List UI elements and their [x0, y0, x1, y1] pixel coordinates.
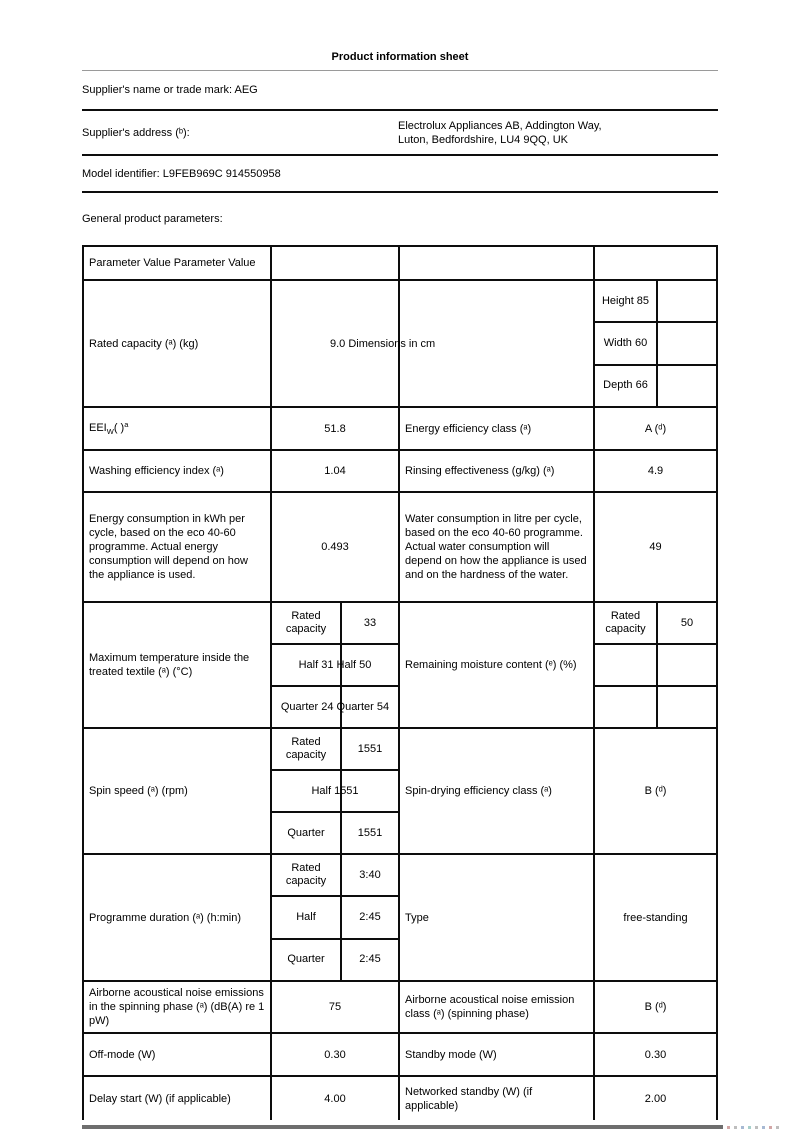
noise-emissions-label-cell: Airborne acoustical noise emissions in the spinning phase (ᵃ) (dB(A) re 1 pW) [84, 982, 272, 1032]
dimension-row-width [595, 323, 716, 365]
washing-index-value-cell: 1.04 [272, 451, 400, 491]
moisture-rated-value: 50 [680, 616, 694, 629]
moisture-half-row [595, 645, 716, 687]
type-label-cell: Type [400, 855, 595, 980]
address-line-2: Luton, Bedfordshire, LU4 9QQ, UK [398, 133, 568, 146]
dimensions-subtable [595, 281, 716, 406]
eei-label-cell [84, 408, 272, 449]
eei-label: $EEI_W$( )$^a$ [89, 420, 129, 436]
moisture-rated-label: Rated capacity [595, 603, 658, 643]
rated-value-dimensions-merged-text: 9.0 Dimensions in cm [330, 337, 436, 350]
row-spin-speed [84, 729, 716, 855]
row-off-mode [84, 1034, 716, 1077]
off-mode-value-cell: 0.30 [272, 1034, 400, 1075]
table-header-row [84, 247, 716, 281]
row-delay-start [84, 1077, 716, 1120]
duration-half-label: Half [272, 897, 342, 937]
artifact-dot [734, 1126, 737, 1129]
rinsing-value-cell: 4.9 [647, 465, 664, 477]
max-temp-quarter-merged-text: Quarter 24 Quarter 54 [280, 701, 390, 713]
rated-capacity-label-cell: Rated capacity (ᵃ) (kg) [84, 281, 272, 406]
artifact-dot [748, 1126, 751, 1129]
max-temperature-subtable [272, 603, 400, 727]
spin-rated-value: 1551 [357, 742, 383, 755]
max-temp-rated-value: 33 [363, 616, 377, 629]
duration-rated-row [272, 855, 398, 897]
address-line-1: Electrolux Appliances AB, Addington Way, [398, 119, 602, 132]
row-energy-water-consumption [84, 493, 716, 603]
remaining-moisture-subtable [595, 603, 716, 727]
max-temp-rated-label: Rated capacity [272, 603, 342, 643]
spin-rated-row [272, 729, 398, 771]
artifact-dot [776, 1126, 779, 1129]
max-temp-half-merged-text: Half 31 Half 50 [298, 659, 372, 671]
networked-standby-label-cell: Networked standby (W) (if applicable) [400, 1077, 595, 1120]
dimension-row-height [595, 281, 716, 323]
row-washing-efficiency [84, 451, 716, 493]
energy-consumption-label-cell: Energy consumption in kWh per cycle, based on the eco 40-60 programme. Actual energy consumption will depend on how the appliance is used. [84, 493, 272, 601]
row-max-temperature [84, 603, 716, 729]
artifact-dot [762, 1126, 765, 1129]
max-temp-half-right-cell [342, 645, 398, 685]
max-temp-quarter-row [272, 687, 398, 727]
document-content [82, 0, 718, 1120]
dimension-row-depth [595, 366, 716, 406]
moisture-half-left-cell [595, 645, 658, 685]
duration-half-value: 2:45 [359, 910, 381, 923]
row-eei [84, 408, 716, 451]
eei-value-cell: 51.8 [272, 408, 400, 449]
moisture-quarter-left-cell [595, 687, 658, 727]
model-identifier-row [82, 156, 718, 193]
artifact-dot [727, 1126, 730, 1129]
spin-half-left-cell [272, 771, 342, 811]
header-empty-cell [272, 247, 400, 279]
moisture-half-right-cell [658, 645, 716, 685]
supplier-address-row [82, 111, 718, 156]
row-airborne-noise [84, 982, 716, 1034]
programme-duration-subtable [272, 855, 400, 980]
spin-quarter-value: 1551 [357, 826, 383, 839]
washing-index-label-cell: Washing efficiency index (ᵃ) [84, 451, 272, 491]
energy-class-label-cell: Energy efficiency class (ᵃ) [400, 408, 595, 449]
section-heading-text: General product parameters: [82, 213, 223, 225]
dimension-height-cell: Height 85 [595, 281, 658, 321]
page-title: Product information sheet [331, 51, 469, 63]
noise-class-value-cell: B (ᵈ) [644, 1001, 667, 1013]
dimension-width-cell: Width 60 [595, 323, 658, 363]
spin-half-merged-text: Half 1551 [311, 785, 359, 797]
standby-value-cell: 0.30 [644, 1048, 667, 1061]
max-temp-quarter-left-cell [272, 687, 342, 727]
duration-quarter-row [272, 940, 398, 980]
max-temperature-label-cell: Maximum temperature inside the treated textile (ᵃ) (°C) [84, 603, 272, 727]
dimension-depth-value-cell [658, 366, 716, 406]
max-temp-half-left-cell [272, 645, 342, 685]
supplier-address-value [398, 119, 602, 147]
delay-start-value-cell: 4.00 [272, 1077, 400, 1120]
spin-drying-class-label-cell: Spin-drying efficiency class (ᵃ) [400, 729, 595, 853]
remaining-moisture-label-cell: Remaining moisture content (ᵉ) (%) [400, 603, 595, 727]
max-temp-quarter-right-cell [342, 687, 398, 727]
spin-half-right-cell [342, 771, 398, 811]
page-edge-render-artifacts [727, 1125, 799, 1129]
artifact-dot [741, 1126, 744, 1129]
duration-quarter-value: 2:45 [359, 953, 381, 966]
delay-start-label-cell: Delay start (W) (if applicable) [84, 1077, 272, 1120]
dimension-width-value-cell [658, 323, 716, 363]
duration-quarter-label: Quarter [272, 940, 342, 980]
networked-standby-value-cell: 2.00 [644, 1092, 667, 1105]
duration-rated-value: 3:40 [359, 868, 381, 881]
moisture-rated-row [595, 603, 716, 645]
header-empty-cell [400, 247, 595, 279]
spin-speed-label-cell: Spin speed (ᵃ) (rpm) [84, 729, 272, 853]
header-cell: Parameter Value Parameter Value [84, 247, 272, 279]
spin-quarter-label: Quarter [272, 813, 342, 853]
max-temp-half-row [272, 645, 398, 687]
duration-rated-label: Rated capacity [272, 855, 342, 895]
rinsing-label-cell: Rinsing effectiveness (g/kg) (ᵃ) [400, 451, 595, 491]
dimension-depth-cell: Depth 66 [595, 366, 658, 406]
noise-emissions-value-cell: 75 [272, 982, 400, 1032]
type-value-cell: free-standing [623, 911, 688, 924]
spin-rated-label: Rated capacity [272, 729, 342, 769]
section-heading-row [82, 193, 718, 245]
duration-half-row [272, 897, 398, 939]
standby-label-cell: Standby mode (W) [400, 1034, 595, 1075]
noise-class-label-cell: Airborne acoustical noise emission class (ᵃ) (spinning phase) [400, 982, 595, 1032]
spin-drying-class-value-cell: B (ᵈ) [644, 785, 667, 797]
energy-class-value-cell: A (ᵈ) [644, 422, 667, 435]
general-parameters-table [82, 245, 718, 1120]
artifact-dot [769, 1126, 772, 1129]
spin-quarter-row [272, 813, 398, 853]
page-bottom-rule [82, 1125, 723, 1129]
artifact-dot [755, 1126, 758, 1129]
max-temp-rated-row [272, 603, 398, 645]
spin-speed-subtable [272, 729, 400, 853]
moisture-quarter-row [595, 687, 716, 727]
model-identifier-text: Model identifier: L9FEB969C 914550958 [82, 167, 281, 180]
energy-consumption-value-cell: 0.493 [272, 493, 400, 601]
supplier-name-row [82, 71, 718, 111]
row-rated-capacity [84, 281, 716, 408]
dimension-height-value-cell [658, 281, 716, 321]
row-programme-duration [84, 855, 716, 982]
supplier-name-text: Supplier's name or trade mark: AEG [82, 84, 258, 96]
header-empty-cell [595, 247, 716, 279]
programme-duration-label-cell: Programme duration (ᵃ) (h:min) [84, 855, 272, 980]
moisture-quarter-right-cell [658, 687, 716, 727]
water-consumption-label-cell: Water consumption in litre per cycle, based on the eco 40-60 programme. Actual water consumption will depend on how the appliance is used and on the hardness of the water. [400, 493, 595, 601]
water-consumption-value-cell: 49 [649, 541, 662, 553]
off-mode-label-cell: Off-mode (W) [84, 1034, 272, 1075]
supplier-address-label: Supplier's address (ᵇ): [82, 126, 190, 139]
spin-half-row [272, 771, 398, 813]
